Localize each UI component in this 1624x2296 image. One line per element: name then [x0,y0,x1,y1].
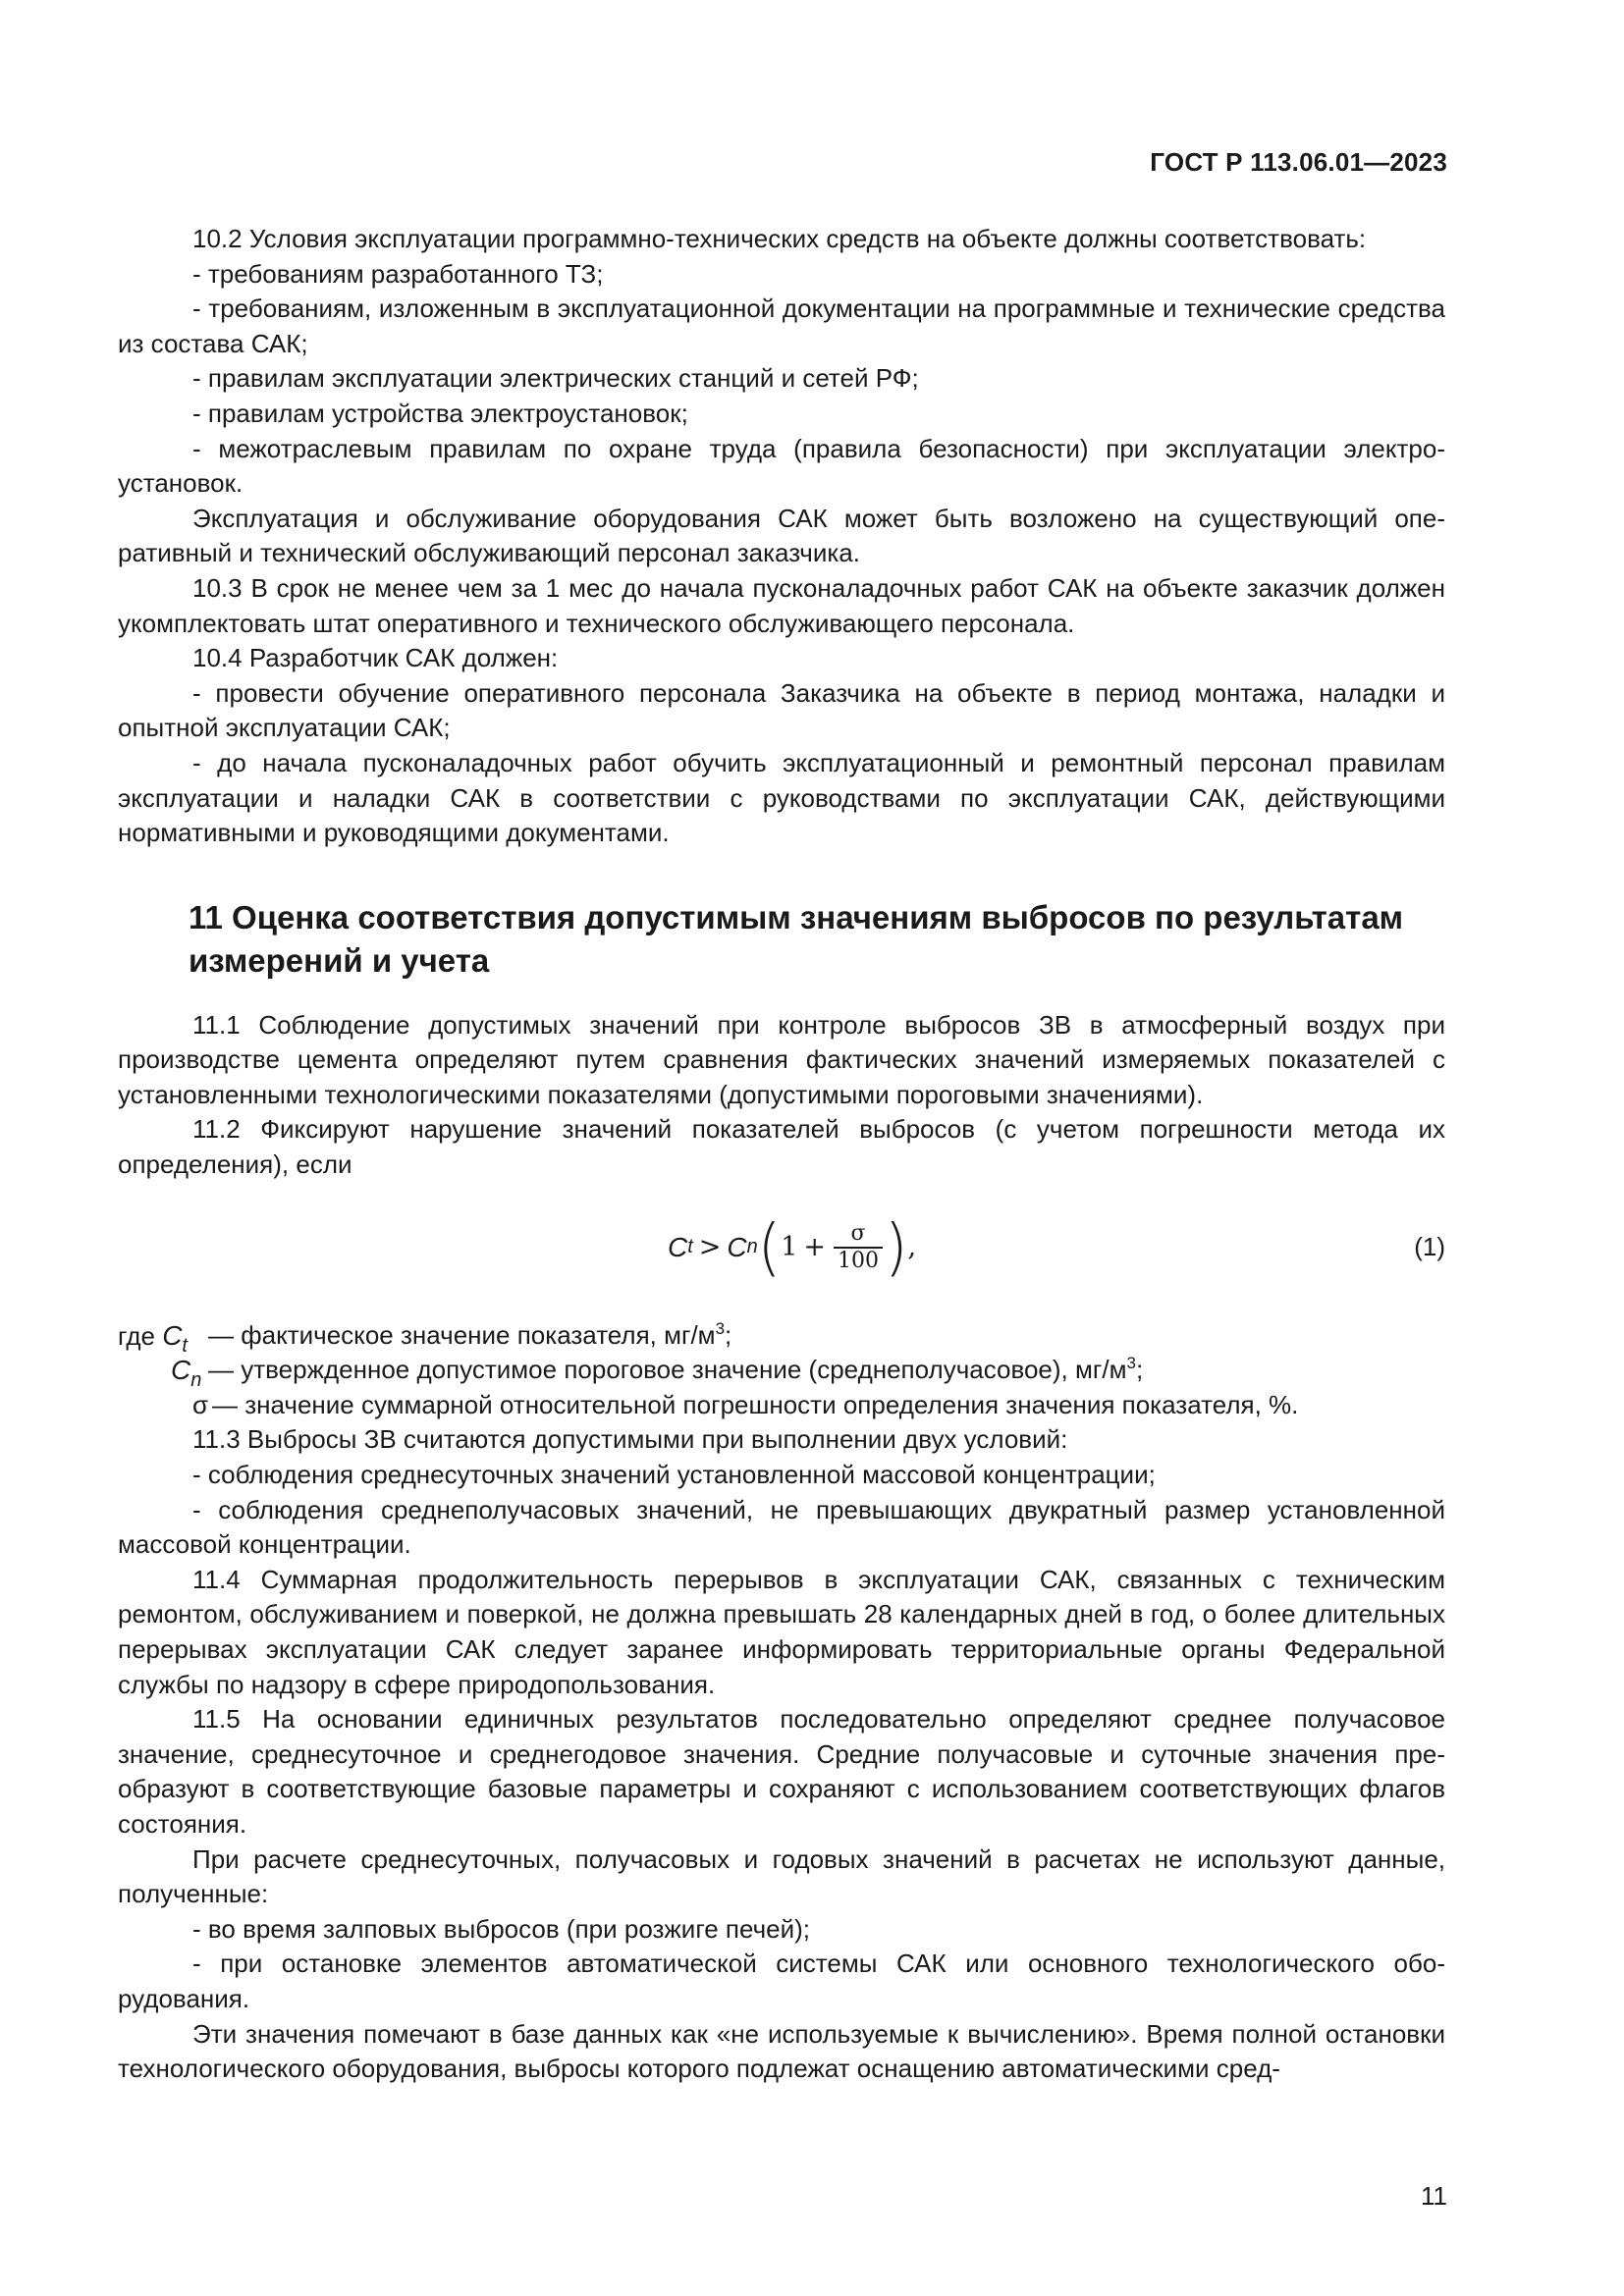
paragraph-operation: Эксплуатация и обслуживание оборудования САК может быть возложено на существующий оперативный и технический обслуживающий персонал заказчика. [118,503,1445,568]
paragraph-10-4: 10.4 Разработчик САК должен: [192,643,559,673]
definition-item [118,1318,1445,1357]
definition-list [118,1318,1445,1423]
list-item: - при остановке элементов автоматической системы САК или основного технологического оборудования. [118,1949,1445,2013]
definition-item [118,1388,1445,1423]
definition-var: C [162,1319,183,1351]
list-item: - во время залповых выбросов (при розжиге печей); [192,1913,811,1944]
paragraph-10-2: 10.2 Условия эксплуатации программно-технических средств на объекте должны соответствовать: [192,224,1367,253]
list-item: - провести обучение оперативного персонала Заказчика на объекте в период монтажа, наладки и опытной эксплуатации САК; [118,677,1445,743]
left-paren-icon: ( [757,1210,782,1284]
list-item: - требованиям разработанного ТЗ; [192,258,604,289]
formula-fraction [834,1221,883,1274]
definition-text: — фактическое значение показателя, $мг/м^3$; [208,1318,732,1350]
definition-sub: t [182,1334,188,1357]
paragraph-11-3: 11.3 Выбросы ЗВ считаются допустимыми при выполнении двух условий: [192,1424,1068,1455]
paragraph-10-3: 10.3 В срок не менее чем за 1 мес до начала пусконаладочных работ САК на объекте заказчик должен укомплектовать штат оперативного и технического обслуживающего персонала. [118,572,1445,638]
paragraph-11-1: 11.1 Соблюдение допустимых значений при контроле выбросов ЗВ в атмосферный воздух при производстве цемента определяют путем сравнения фактических значений измеряемых показателей с установленными технологическими показателями (допустимыми пороговыми значениями). [118,1009,1445,1109]
formula-expression [668,1197,916,1299]
definition-symbol [192,1388,208,1423]
list-item: - требованиям, изложенным в эксплуатационной документации на программные и технические средства из состава САК; [118,294,1445,358]
list-item: - межотраслевым правилам по охране труда (правила безопасности) при эксплуатации электроустановок. [118,433,1445,499]
paragraph-11-5: 11.5 На основании единичных результатов последовательно определяют среднее получасовое значение, среднесуточное и среднегодовое значения. Средние получасовые и суточные значения преобразуют в соответствующие базовые параметры и сохраняют с использованием соответствующих флагов состояния. [118,1704,1445,1839]
list-item: - соблюдения среднеполучасовых значений, не превышающих двукратный размер установленной массовой концентрации. [118,1494,1445,1560]
definition-sub: n [190,1369,202,1392]
definition-text: — утвержденное допустимое пороговое значение (среднеполучасовое), $мг/м^3$; [208,1354,1144,1385]
document-body [118,222,1445,2087]
paragraph-calc: При расчете среднесуточных, получасовых и годовых значений в расчетах не используют данные, полученные: [118,1843,1445,1909]
formula-lhs-sub: t [687,1235,693,1257]
paragraph-11-4: 11.4 Суммарная продолжительность перерывов в эксплуатации САК, связанных с техническим ремонтом, обслуживанием и поверкой, не должна превышать 28 календарных дней в год, о более длительных перерывах эксплуатации САК следует заранее информировать территориальные органы Федеральной службы по надзору в сфере природопользования. [118,1564,1445,1699]
list-item: - правилам эксплуатации электрических станций и сетей РФ; [192,363,919,394]
formula-trailing: , [907,1231,917,1262]
definition-text: — значение суммарной относительной погрешности определения значения показателя, %. [212,1389,1299,1419]
formula-1 [118,1197,1445,1299]
formula-plus: + [803,1231,827,1262]
fraction-numerator: σ [850,1220,866,1246]
formula-operator: > [698,1231,722,1262]
formula-number: (1) [1414,1231,1445,1261]
document-header: ГОСТ Р 113.06.01—2023 [1150,147,1447,177]
formula-lhs-var: C [668,1231,688,1262]
page-number: 11 [1421,2181,1447,2211]
formula-rhs-var: C [727,1231,747,1262]
list-item: - до начала пусконаладочных работ обучить эксплуатационный и ремонтный персонал правилам эксплуатации и наладки САК в соответствии с руководствами по эксплуатации САК, действующими нормативными и руководящими документами. [118,747,1445,848]
definition-var: C [171,1355,191,1386]
definition-prefix: где [118,1320,155,1351]
list-item: - правилам устройства электроустановок; [192,398,688,428]
definition-item [118,1353,1445,1392]
formula-one: 1 [781,1231,798,1262]
list-item: - соблюдения среднесуточных значений установленной массовой концентрации; [192,1460,1156,1490]
paragraph-11-2: 11.2 Фиксируют нарушение значений показателей выбросов (с учетом погрешности метода их определения), если [118,1114,1445,1180]
definition-var: σ [192,1389,209,1419]
fraction-denominator: 100 [834,1247,883,1274]
section-11-heading: 11 Оценка соответствия допустимым значениям выбросов по результатам измерений и учета [189,898,1404,979]
right-paren-icon: ) [885,1210,908,1284]
formula-rhs-sub: n [746,1235,758,1257]
paragraph-values: Эти значения помечают в базе данных как «не используемые к вычислению». Время полной остановки технологического оборудования, выбросы которого подлежат оснащению автоматическими сред- [118,2018,1445,2084]
